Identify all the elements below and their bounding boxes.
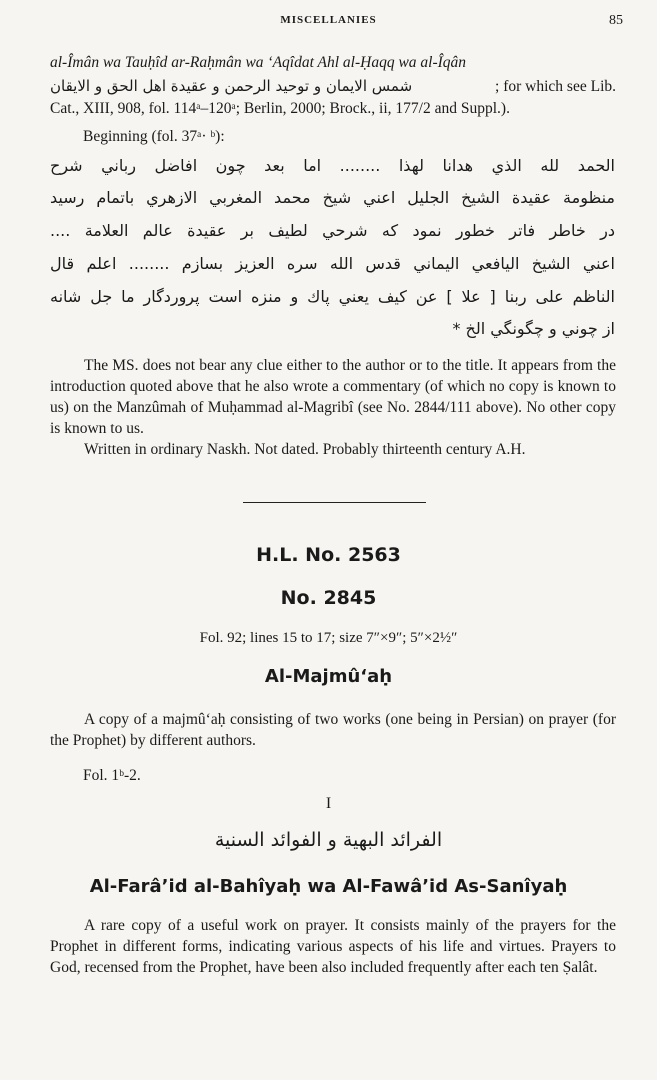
- arabic-quote-line: از چوني و چگونگي الخ *: [452, 319, 615, 338]
- section-arabic-title: الفرائد البهية و الفوائد السنية: [214, 829, 443, 851]
- section-title: Al-Farâ’id al-Bahîyaḥ wa Al-Fawâ’id As-Sanîyaḥ: [89, 876, 568, 897]
- section-roman-numeral: I: [325, 795, 332, 812]
- script-note: Written in ordinary Naskh. Not dated. Probably thirteenth century A.H.: [84, 441, 526, 458]
- hl-number-heading: H.L. No. 2563: [256, 544, 401, 566]
- entry-summary: A copy of a majmû‘aḥ consisting of two works (one being in Persian) on prayer (for the Prophet) by different authors.: [50, 711, 616, 749]
- folio-info: Fol. 92; lines 15 to 17; size 7″×9″; 5″×2½″: [199, 630, 458, 646]
- intro-line-2-latin: ; for which see Lib.: [495, 78, 616, 95]
- arabic-quote-line: الحمد لله الذي هدانا لهذا ........ اما بعد چون افاضل رباني شرح: [50, 156, 615, 175]
- running-title: MISCELLANIES: [280, 14, 377, 26]
- arabic-quote-line: الناظم على ربنا [ علا ] عن كيف يعني پاك و منزه است پروردگار ما جل شانه: [50, 287, 615, 306]
- arabic-quote-line: در خاطر فاتر خطور نمود كه شرحي لطيف بر عقيدة عالم العلامة ....: [50, 221, 615, 240]
- intro-arabic-title: شمس الايمان و توحيد الرحمن و عقيدة اهل الحق و الايقان: [50, 77, 413, 95]
- beginning-label: Beginning (fol. 37ᵃ· ᵇ):: [83, 128, 225, 145]
- description-paragraph: The MS. does not bear any clue either to the author or to the title. It appears from the introduction quoted above that he also wrote a commentary (of which no copy is known to us) on the Manzûmah of Muḥammad al-Magribî (see No. 2844/111 above). No other copy is known to us.: [50, 357, 616, 437]
- intro-line-3: Cat., XIII, 908, fol. 114ᵃ–120ᵃ; Berlin, 2000; Brock., ii, 177/2 and Suppl.).: [50, 100, 510, 117]
- entry-folio: Fol. 1ᵇ-2.: [83, 767, 141, 784]
- page-number: 85: [609, 13, 623, 28]
- arabic-quote-line: اعني الشيخ اليافعي اليماني قدس الله سره العزيز بسازم ........ اعلم قال: [50, 254, 615, 273]
- entry-title: Al-Majmû‘aḥ: [264, 666, 393, 687]
- entry-number-heading: No. 2845: [280, 587, 377, 609]
- section-divider: [243, 502, 426, 503]
- arabic-quote-line: منظومة عقيدة الشيخ الجليل اعني شيخ محمد المغربي الازهري باتمام رسيد: [50, 188, 615, 207]
- intro-line-1: al-Îmân wa Tauḥîd ar-Raḥmân wa ‘Aqîdat Ahl al-Ḥaqq wa al-Îqân: [50, 54, 467, 71]
- section-body: A rare copy of a useful work on prayer. It consists mainly of the prayers for the Prophet in different forms, indicating various aspects of his life and virtues. Prayers to God, recensed from the Prophet, have been also included frequently after each ten Ṣalât.: [50, 917, 616, 976]
- intro-line-2: [50, 76, 616, 98]
